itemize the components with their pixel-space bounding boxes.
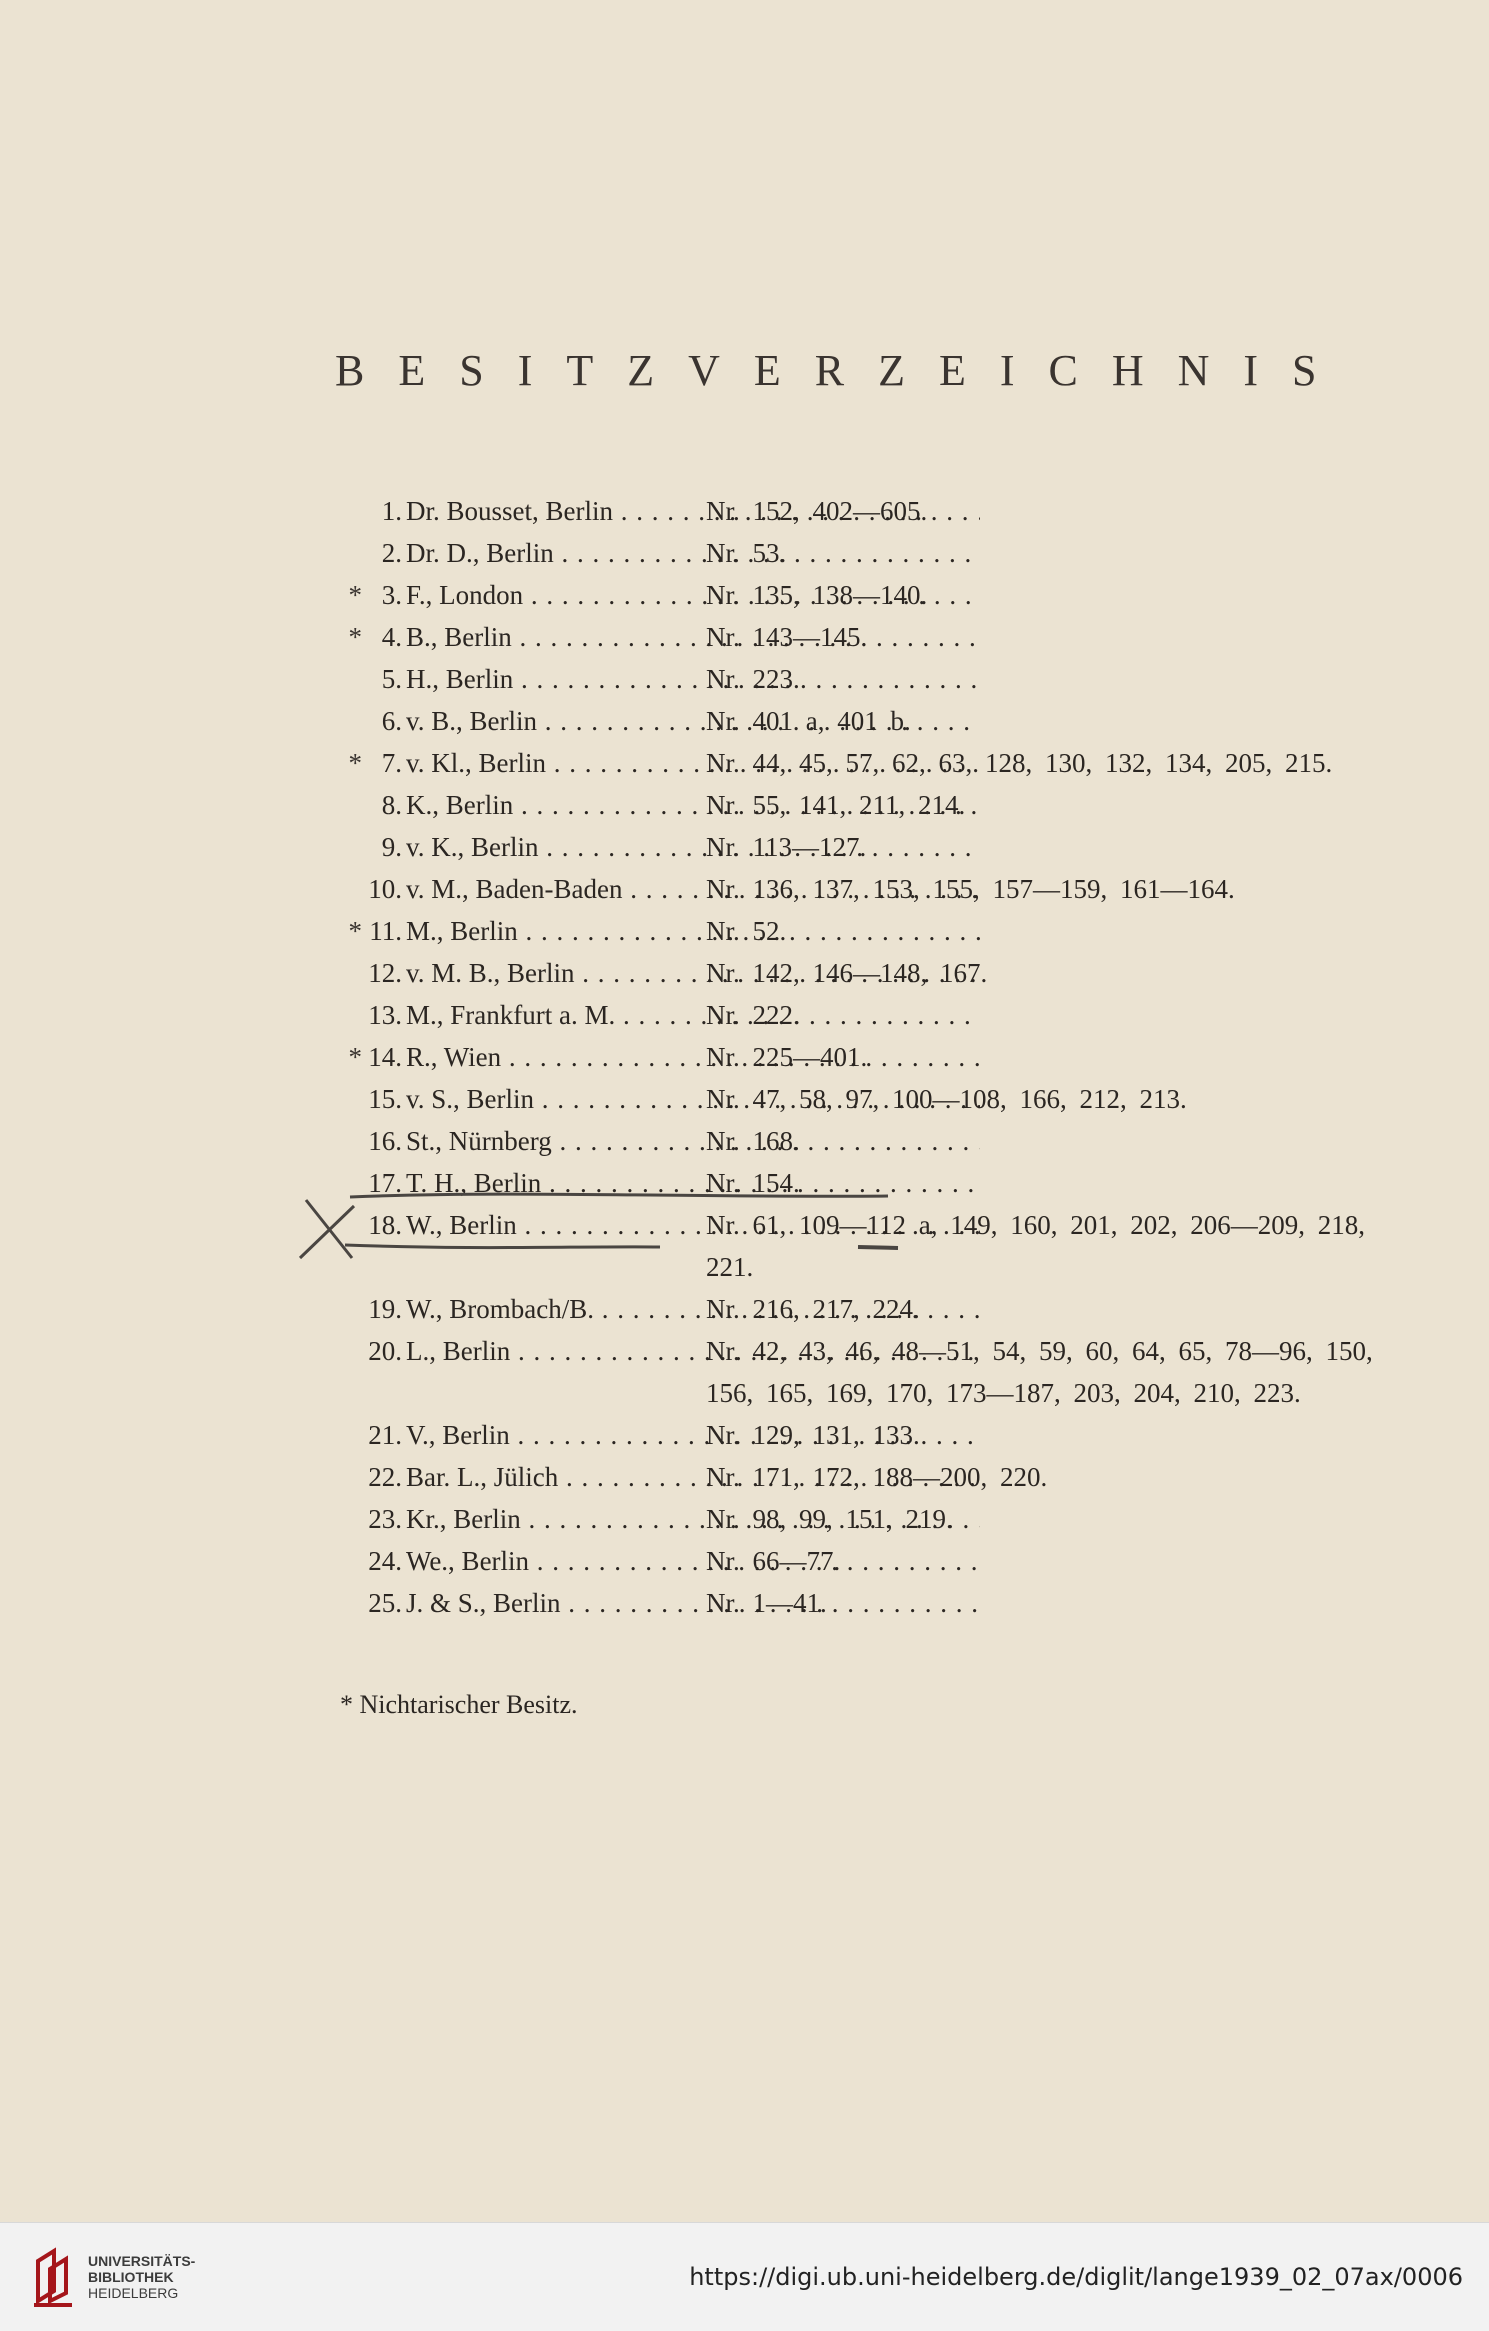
entry-number: 12. bbox=[368, 958, 402, 988]
owner-entry bbox=[300, 1078, 1400, 1120]
owner-entry bbox=[300, 1162, 1400, 1204]
entry-number: 10. bbox=[368, 874, 402, 904]
non-aryan-marker: * bbox=[348, 916, 362, 946]
catalogue-numbers: Nr. 168. bbox=[706, 1126, 800, 1156]
entry-number: 9. bbox=[381, 832, 402, 862]
entry-number: 11. bbox=[369, 916, 402, 946]
owner-entry bbox=[300, 1414, 1400, 1456]
entry-number: 8. bbox=[381, 790, 402, 820]
owner-entry bbox=[300, 1498, 1400, 1540]
owner-entry bbox=[300, 1540, 1400, 1582]
owner-name-text: K., Berlin bbox=[406, 790, 514, 820]
catalogue-numbers: Nr. 55, 141, 211, 214. bbox=[706, 790, 966, 820]
catalogue-numbers: Nr. 152, 402—605. bbox=[706, 496, 928, 526]
entry-number: 21. bbox=[368, 1420, 402, 1450]
entry-number: 3. bbox=[381, 580, 402, 610]
owner-name-text: Dr. Bousset, Berlin bbox=[406, 496, 613, 526]
owner-entry bbox=[300, 742, 1400, 784]
entry-number: 25. bbox=[368, 1588, 402, 1618]
entry-number: 6. bbox=[381, 706, 402, 736]
non-aryan-marker: * bbox=[348, 580, 362, 610]
permalink-url[interactable]: https://digi.ub.uni-heidelberg.de/diglit/lange1939_02_07ax/0006 bbox=[689, 2263, 1463, 2291]
owner-entry bbox=[300, 994, 1400, 1036]
catalogue-numbers: Nr. 222. bbox=[706, 1000, 800, 1030]
library-logo-text bbox=[88, 2253, 195, 2301]
entry-number: 20. bbox=[368, 1336, 402, 1366]
entry-number: 2. bbox=[381, 538, 402, 568]
entry-number: 4. bbox=[381, 622, 402, 652]
owner-name-text: Dr. D., Berlin bbox=[406, 538, 554, 568]
owner-name-text: J. & S., Berlin bbox=[406, 1588, 561, 1618]
owner-entry bbox=[300, 1036, 1400, 1078]
owner-name-text: W., Brombach/B. bbox=[406, 1294, 594, 1324]
owner-entry bbox=[300, 910, 1400, 952]
non-aryan-marker: * bbox=[348, 1042, 362, 1072]
owner-name-text: Kr., Berlin bbox=[406, 1504, 521, 1534]
catalogue-numbers: Nr. 47, 58, 97, 100—108, 166, 212, 213. bbox=[706, 1084, 1187, 1114]
catalogue-numbers: Nr. 171, 172, 188—200, 220. bbox=[706, 1462, 1048, 1492]
owner-name-text: We., Berlin bbox=[406, 1546, 530, 1576]
owner-name-text: St., Nürnberg bbox=[406, 1126, 552, 1156]
catalogue-numbers: Nr. 98, 99, 151, 219. bbox=[706, 1504, 953, 1534]
entry-number: 7. bbox=[381, 748, 402, 778]
catalogue-numbers: Nr. 225—401. bbox=[706, 1042, 868, 1072]
catalogue-numbers: Nr. 129, 131, 133. bbox=[706, 1420, 920, 1450]
entry-number: 1. bbox=[381, 496, 402, 526]
catalogue-numbers: Nr. 154. bbox=[706, 1168, 800, 1198]
owner-entry bbox=[300, 826, 1400, 868]
entry-number: 24. bbox=[368, 1546, 402, 1576]
catalogue-numbers: Nr. 42, 43, 46, 48—51, 54, 59, 60, 64, 65, 78—96, 150, 156, 165, 169, 170, 173—187, 203, 204, 210, 223. bbox=[706, 1336, 1373, 1408]
owner-entry bbox=[300, 1288, 1400, 1330]
owner-name-text: T. H., Berlin bbox=[406, 1168, 542, 1198]
footnote: * Nichtarischer Besitz. bbox=[340, 1690, 578, 1719]
owner-entry bbox=[300, 1582, 1400, 1624]
non-aryan-marker: * bbox=[348, 748, 362, 778]
footer-bar bbox=[0, 2222, 1489, 2331]
owner-name-text: M., Frankfurt a. M. bbox=[406, 1000, 616, 1030]
catalogue-numbers: Nr. 113—127. bbox=[706, 832, 867, 862]
owner-entry bbox=[300, 658, 1400, 700]
owner-entry bbox=[300, 784, 1400, 826]
entry-number: 23. bbox=[368, 1504, 402, 1534]
owner-name-text: V., Berlin bbox=[406, 1420, 510, 1450]
entry-number: 22. bbox=[368, 1462, 402, 1492]
logo-line-1: UNIVERSITÄTS- bbox=[88, 2253, 196, 2269]
owner-entry bbox=[300, 1330, 1400, 1414]
owner-entry bbox=[300, 952, 1400, 994]
entry-number: 17. bbox=[368, 1168, 402, 1198]
owner-name-text: M., Berlin bbox=[406, 916, 518, 946]
owner-name-text: W., Berlin bbox=[406, 1210, 517, 1240]
owner-name-text: L., Berlin bbox=[406, 1336, 511, 1366]
entry-number: 19. bbox=[368, 1294, 402, 1324]
owner-entry bbox=[300, 616, 1400, 658]
owner-name-text: B., Berlin bbox=[406, 622, 512, 652]
entry-number: 16. bbox=[368, 1126, 402, 1156]
non-aryan-marker: * bbox=[348, 622, 362, 652]
owner-entry bbox=[300, 490, 1400, 532]
owner-entry bbox=[300, 1204, 1400, 1288]
catalogue-numbers: Nr. 142, 146—148, 167. bbox=[706, 958, 988, 988]
library-logo-icon bbox=[28, 2243, 84, 2311]
owner-entry bbox=[300, 532, 1400, 574]
catalogue-numbers: Nr. 52. bbox=[706, 916, 787, 946]
logo-line-2: BIBLIOTHEK bbox=[88, 2269, 174, 2285]
entry-number: 14. bbox=[368, 1042, 402, 1072]
owner-name-text: v. M. B., Berlin bbox=[406, 958, 575, 988]
catalogue-numbers: Nr. 44, 45, 57, 62, 63, 128, 130, 132, 134, 205, 215. bbox=[706, 748, 1333, 778]
page-title: BESITZVERZEICHNIS bbox=[335, 346, 1351, 395]
catalogue-numbers: Nr. 66—77. bbox=[706, 1546, 841, 1576]
owner-name-text: v. S., Berlin bbox=[406, 1084, 534, 1114]
catalogue-numbers: Nr. 136, 137, 153, 155, 157—159, 161—164. bbox=[706, 874, 1235, 904]
catalogue-numbers: Nr. 1—41. bbox=[706, 1588, 827, 1618]
owner-list bbox=[300, 490, 1400, 1624]
entry-number: 18. bbox=[368, 1210, 402, 1240]
catalogue-numbers: Nr. 61, 109—112 a, 149, 160, 201, 202, 206—209, 218, 221. bbox=[706, 1210, 1365, 1282]
owner-entry bbox=[300, 700, 1400, 742]
owner-name-text: v. K., Berlin bbox=[406, 832, 539, 862]
owner-name-text: H., Berlin bbox=[406, 664, 514, 694]
owner-name-text: v. B., Berlin bbox=[406, 706, 537, 736]
owner-name-text: v. Kl., Berlin bbox=[406, 748, 546, 778]
catalogue-numbers: Nr. 401 a, 401 b. bbox=[706, 706, 911, 736]
owner-name-text: R., Wien bbox=[406, 1042, 502, 1072]
owner-name-text: v. M., Baden-Baden bbox=[406, 874, 623, 904]
catalogue-numbers: Nr. 135, 138—140. bbox=[706, 580, 928, 610]
entry-number: 5. bbox=[381, 664, 402, 694]
owner-entry bbox=[300, 1456, 1400, 1498]
catalogue-numbers: Nr. 53. bbox=[706, 538, 787, 568]
owner-name-text: Bar. L., Jülich bbox=[406, 1462, 559, 1492]
owner-entry bbox=[300, 574, 1400, 616]
catalogue-numbers: Nr. 216, 217, 224. bbox=[706, 1294, 920, 1324]
owner-entry bbox=[300, 1120, 1400, 1162]
entry-number: 13. bbox=[368, 1000, 402, 1030]
logo-line-3: HEIDELBERG bbox=[88, 2285, 179, 2301]
owner-name-text: F., London bbox=[406, 580, 524, 610]
catalogue-numbers: Nr. 143—145. bbox=[706, 622, 868, 652]
entry-number: 15. bbox=[368, 1084, 402, 1114]
owner-entry bbox=[300, 868, 1400, 910]
catalogue-numbers: Nr. 223. bbox=[706, 664, 800, 694]
